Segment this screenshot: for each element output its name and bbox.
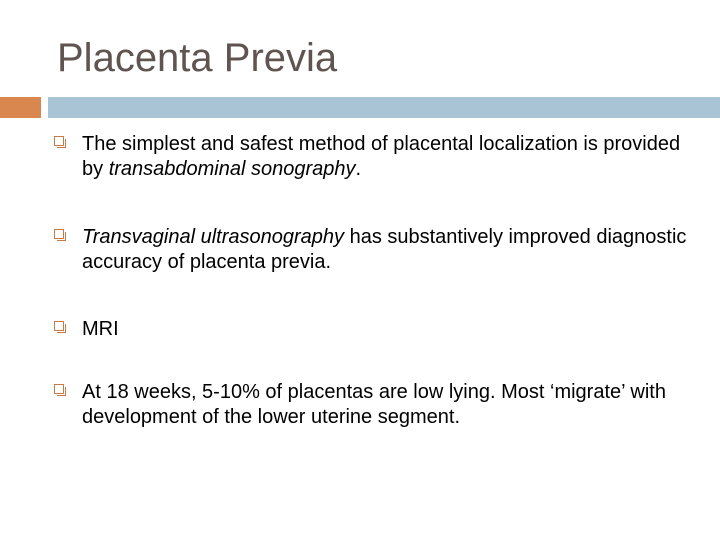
bullet-text	[82, 380, 692, 430]
bullet-text-part: The simplest and safest method of placental localization is provided by	[82, 133, 681, 180]
hollow-square-bullet-icon	[54, 136, 64, 146]
hollow-square-bullet-icon	[54, 384, 64, 394]
bullet-text-emphasis: Transvaginal ultrasonography	[82, 226, 345, 248]
bullet-text-part: At 18 weeks, 5-10% of placentas are low lying. Most ‘migrate’ with development of the lower uterine segment.	[82, 381, 666, 428]
bullet-text-part: .	[355, 158, 362, 180]
slide-title: Placenta Previa	[57, 36, 338, 80]
bullet-text-part: has substantively improved diagnostic accuracy of placenta previa.	[82, 226, 687, 273]
bullet-text-part: MRI	[82, 318, 119, 340]
hollow-square-bullet-icon	[54, 229, 64, 239]
bullet-text	[82, 225, 692, 275]
bullet-text-emphasis: transabdominal sonography	[108, 158, 356, 180]
hollow-square-bullet-icon	[54, 321, 64, 331]
bullet-text	[82, 317, 692, 342]
bullet-text	[82, 132, 692, 182]
